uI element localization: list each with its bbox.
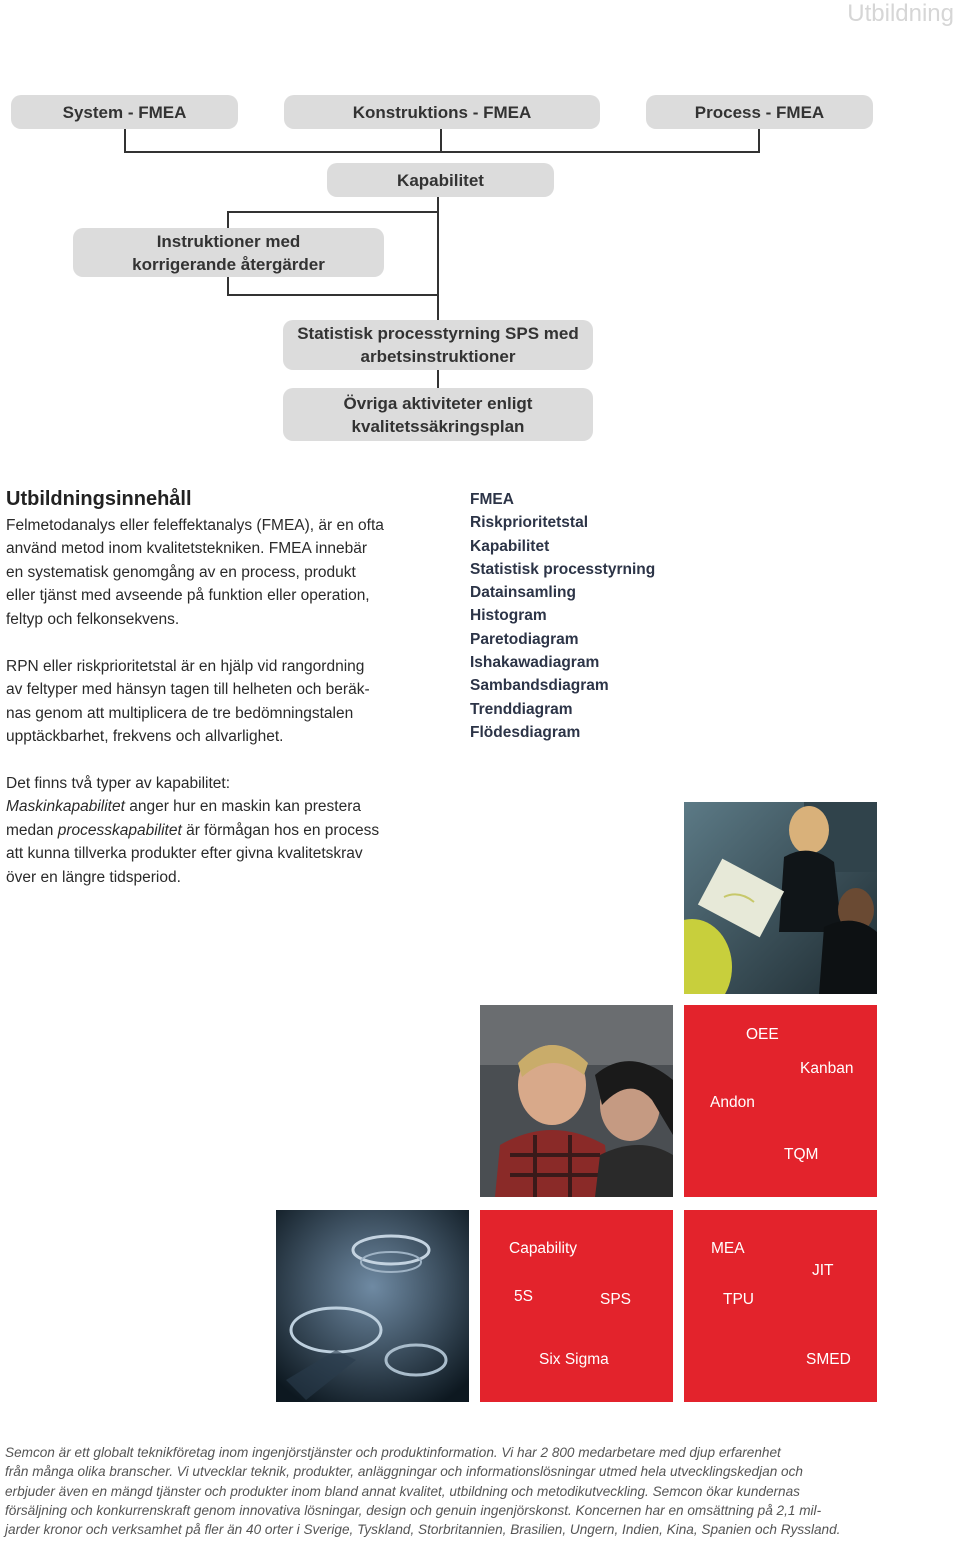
keyword-5s: 5S [514, 1288, 533, 1305]
keyword-tpu: TPU [723, 1291, 754, 1308]
box-ovriga-line: kvalitetssäkringsplan [351, 416, 525, 436]
box-konstruktions-fmea-label: Konstruktions - FMEA [352, 102, 532, 122]
text-fragment: anger hur en maskin kan prestera [124, 798, 361, 816]
text-line: använd metod inom kvalitetstekniken. FMEA innebär [6, 540, 367, 558]
text-line: över en längre tidsperiod. [6, 868, 181, 886]
box-konstruktions-fmea [284, 95, 600, 129]
topic-item: Datainsamling [470, 584, 576, 602]
topic-item: Paretodiagram [470, 630, 579, 648]
photo-people-reviewing-image [684, 802, 877, 994]
text-line [6, 795, 379, 818]
keyword-smed: SMED [806, 1351, 851, 1368]
connector [227, 294, 439, 296]
term-maskinkapabilitet: Maskinkapabilitet [6, 798, 125, 816]
box-kapabilitet [327, 163, 554, 197]
keyword-jit: JIT [812, 1262, 834, 1279]
box-process-fmea-label: Process - FMEA [694, 102, 825, 122]
box-system-fmea-label: System - FMEA [62, 102, 187, 122]
footer-line: Semcon är ett globalt teknikföretag inom ingenjörstjänster och produktinformation. Vi har 2 800 medarbetare med djup erfarenhet [5, 1445, 781, 1460]
box-sps [283, 320, 593, 370]
text-line [6, 819, 379, 842]
box-instruktioner-line: Instruktioner med [156, 231, 301, 251]
topic-item: Statistisk processtyrning [470, 560, 656, 578]
text-line: eller tjänst med avseende på funktion eller operation, [6, 587, 370, 605]
keyword-tile-lower-right [684, 1210, 877, 1402]
keyword-mea: MEA [711, 1240, 745, 1257]
footer-line: jarder kronor och verksamhet på fler än 40 orter i Sverige, Tyskland, Storbritannien, Brasilien, Ungern, Indien, Kina, Spanien och Ryssland. [5, 1522, 841, 1538]
connector [440, 129, 442, 152]
section-label: Utbildning [847, 0, 954, 27]
keyword-oee: OEE [746, 1026, 779, 1043]
text-line: Felmetodanalys eller feleffektanalys (FMEA), är en ofta [6, 517, 384, 534]
topic-item: Sambandsdiagram [470, 677, 609, 695]
box-kapabilitet-label: Kapabilitet [397, 170, 484, 190]
keyword-six-sigma: Six Sigma [539, 1351, 609, 1368]
footer-line: erbjuder även en mängd tjänster och produkter inom bland annat kvalitet, utbildning och metodikutveckling. Semcon ökar kundernas [5, 1483, 800, 1499]
box-ovriga-line: Övriga aktiviteter enligt [343, 393, 533, 413]
connector [437, 370, 439, 388]
keyword-tqm: TQM [784, 1146, 819, 1163]
photo-people-reviewing [684, 802, 877, 994]
topic-item: Kapabilitet [470, 537, 550, 555]
box-instruktioner [73, 228, 384, 277]
section-heading: Utbildningsinnehåll [6, 488, 192, 510]
text-line: av feltyper med hänsyn tagen till helheten och beräk- [6, 681, 370, 699]
text-fragment: medan [6, 821, 58, 839]
paragraph-fmea [6, 514, 384, 631]
connector [227, 277, 229, 295]
text-fragment: är förmågan hos en process [181, 821, 380, 839]
text-line: RPN eller riskprioritetstal är en hjälp vid rangordning [6, 658, 365, 675]
keyword-andon: Andon [710, 1094, 755, 1111]
box-sps-line: arbetsinstruktioner [360, 347, 516, 366]
connector [437, 294, 439, 320]
term-processkapabilitet: processkapabilitet [57, 821, 182, 839]
box-system-fmea [11, 95, 238, 129]
topic-item: Ishakawadiagram [470, 654, 600, 672]
keyword-capability: Capability [509, 1240, 578, 1257]
topic-list [470, 488, 655, 744]
topic-item: Trenddiagram [470, 700, 573, 718]
footer-about-semcon [5, 1443, 881, 1539]
topic-item: FMEA [470, 491, 514, 508]
box-instruktioner-line: korrigerande återgärder [132, 254, 325, 274]
text-line: feltyp och felkonsekvens. [6, 610, 180, 628]
text-line: Det finns två typer av kapabilitet: [6, 775, 231, 792]
topic-item: Riskprioritetstal [470, 514, 589, 532]
text-line: upptäckbarhet, frekvens och allvarlighet. [6, 728, 284, 746]
topic-item: Histogram [470, 607, 547, 625]
connector [758, 129, 760, 152]
topic-item: Flödesdiagram [470, 723, 581, 741]
keyword-kanban: Kanban [800, 1060, 854, 1077]
connector [124, 129, 126, 152]
connector [124, 151, 760, 153]
photo-glass-dishes [276, 1210, 469, 1402]
text-line: att kunna tillverka produkter efter givna kvalitetskrav [6, 845, 363, 863]
keyword-tile-lower-left [480, 1210, 673, 1402]
box-sps-line: Statistisk processtyrning SPS med [297, 324, 579, 343]
paragraph-rpn [6, 655, 370, 749]
photo-young-people [480, 1005, 673, 1197]
photo-young-people-image [480, 1005, 673, 1197]
footer-line: försäljning och konkurrenskraft genom innovativa lösningar, design och genuin ingenjörskonst. Koncernen har en omsättning på 2,1 mil- [5, 1502, 822, 1518]
box-process-fmea [646, 95, 873, 129]
connector [227, 211, 439, 213]
footer-line: från många olika branscher. Vi utvecklar teknik, produkter, anläggningar och informationslösningar utmed hela utvecklingskedjan och [5, 1464, 803, 1480]
box-ovriga [283, 388, 593, 441]
connector [227, 211, 229, 228]
photo-glass-dishes-image [276, 1210, 469, 1402]
text-line: nas genom att multiplicera de tre bedömningstalen [6, 704, 354, 722]
paragraph-kapabilitet [6, 772, 379, 889]
keyword-sps: SPS [600, 1291, 632, 1308]
text-line: en systematisk genomgång av en process, produkt [6, 563, 356, 581]
